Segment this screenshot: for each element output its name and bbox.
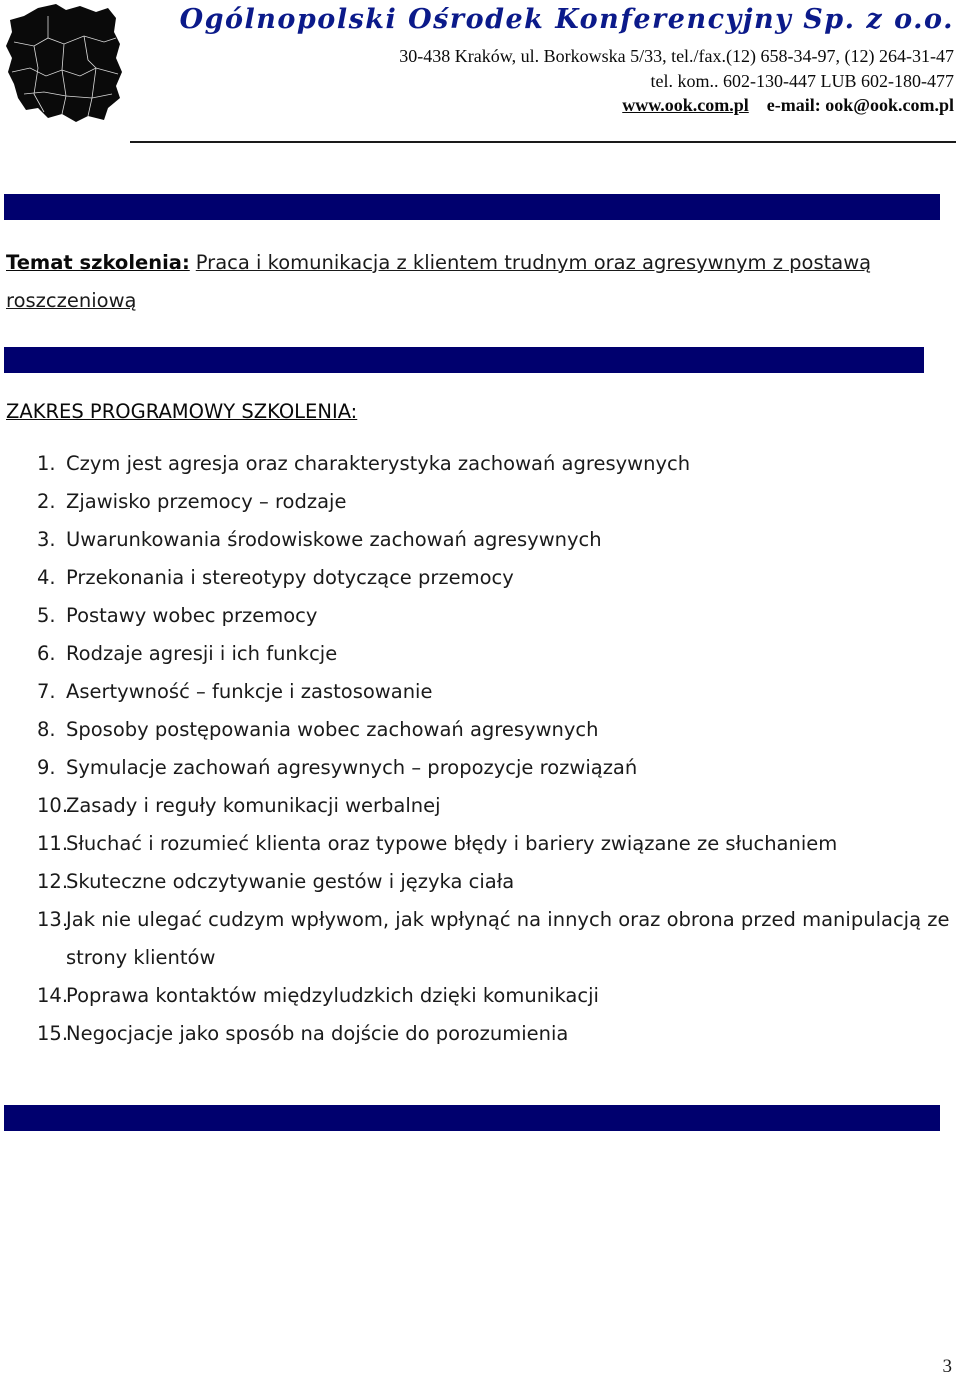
list-item [0,597,960,635]
item-text: Skuteczne odczytywanie gestów i języka ciała [66,870,515,893]
program-heading: ZAKRES PROGRAMOWY SZKOLENIA: [6,400,358,423]
item-text: Rodzaje agresji i ich funkcje [66,642,338,665]
list-item [0,635,960,673]
item-text: Słuchać i rozumieć klienta oraz typowe błędy i bariery związane ze słuchaniem [66,832,838,855]
list-item [0,483,960,521]
bottom-color-band [4,1105,940,1131]
item-number: 9. [37,756,56,779]
list-item [0,825,960,863]
topic-label: Temat szkolenia: [6,251,190,274]
item-number: 7. [37,680,56,703]
list-item [0,711,960,749]
middle-color-band [4,347,924,373]
item-number: 11. [37,832,69,855]
list-item [0,901,960,977]
item-text: Uwarunkowania środowiskowe zachowań agresywnych [66,528,602,551]
list-item [0,1015,960,1053]
program-list [0,445,960,1053]
email-text: e-mail: ook@ook.com.pl [766,95,954,115]
list-item [0,521,960,559]
item-text: Postawy wobec przemocy [66,604,318,627]
item-number: 6. [37,642,56,665]
item-text: Asertywność – funkcje i zastosowanie [66,680,433,703]
item-number: 14. [37,984,69,1007]
list-item [0,863,960,901]
item-text: Czym jest agresja oraz charakterystyka zachowań agresywnych [66,452,691,475]
item-text: Sposoby postępowania wobec zachowań agresywnych [66,718,599,741]
item-number: 12. [37,870,69,893]
list-item [0,673,960,711]
org-name: Ogólnopolski Ośrodek Konferencyjny Sp. z o.o. [179,4,954,35]
list-item [0,787,960,825]
top-color-band [4,194,940,220]
item-number: 5. [37,604,56,627]
item-number: 15. [37,1022,69,1045]
list-item [0,749,960,787]
item-number: 2. [37,490,56,513]
item-number: 1. [37,452,56,475]
topic-text: Praca i komunikacja z klientem trudnym oraz agresywnym z postawą roszczeniową [6,251,872,312]
item-text: Zjawisko przemocy – rodzaje [66,490,347,513]
item-text: Przekonania i stereotypy dotyczące przemocy [66,566,514,589]
topic-block [6,244,956,320]
item-number: 3. [37,528,56,551]
page-number: 3 [942,1356,952,1377]
header-divider [130,141,956,143]
item-text: Zasady i reguły komunikacji werbalnej [66,794,441,817]
item-text: Symulacje zachowań agresywnych – propozycje rozwiązań [66,756,638,779]
item-number: 4. [37,566,56,589]
list-item [0,977,960,1015]
item-text: Negocjacje jako sposób na dojście do porozumienia [66,1022,569,1045]
item-number: 10. [37,794,69,817]
item-text: Jak nie ulegać cudzym wpływom, jak wpłynąć na innych oraz obrona przed manipulacją ze strony klientów [66,908,950,969]
list-item [0,445,960,483]
phone-line: tel. kom.. 602-130-447 LUB 602-180-477 [650,71,954,91]
item-number: 8. [37,718,56,741]
website-link[interactable]: www.ook.com.pl [622,95,749,115]
poland-map-icon [4,2,124,124]
item-number: 13. [37,908,69,931]
address-line: 30-438 Kraków, ul. Borkowska 5/33, tel./fax.(12) 658-34-97, (12) 264-31-47 [399,46,954,66]
item-text: Poprawa kontaktów międzyludzkich dzięki komunikacji [66,984,599,1007]
list-item [0,559,960,597]
contact-line [622,95,954,116]
